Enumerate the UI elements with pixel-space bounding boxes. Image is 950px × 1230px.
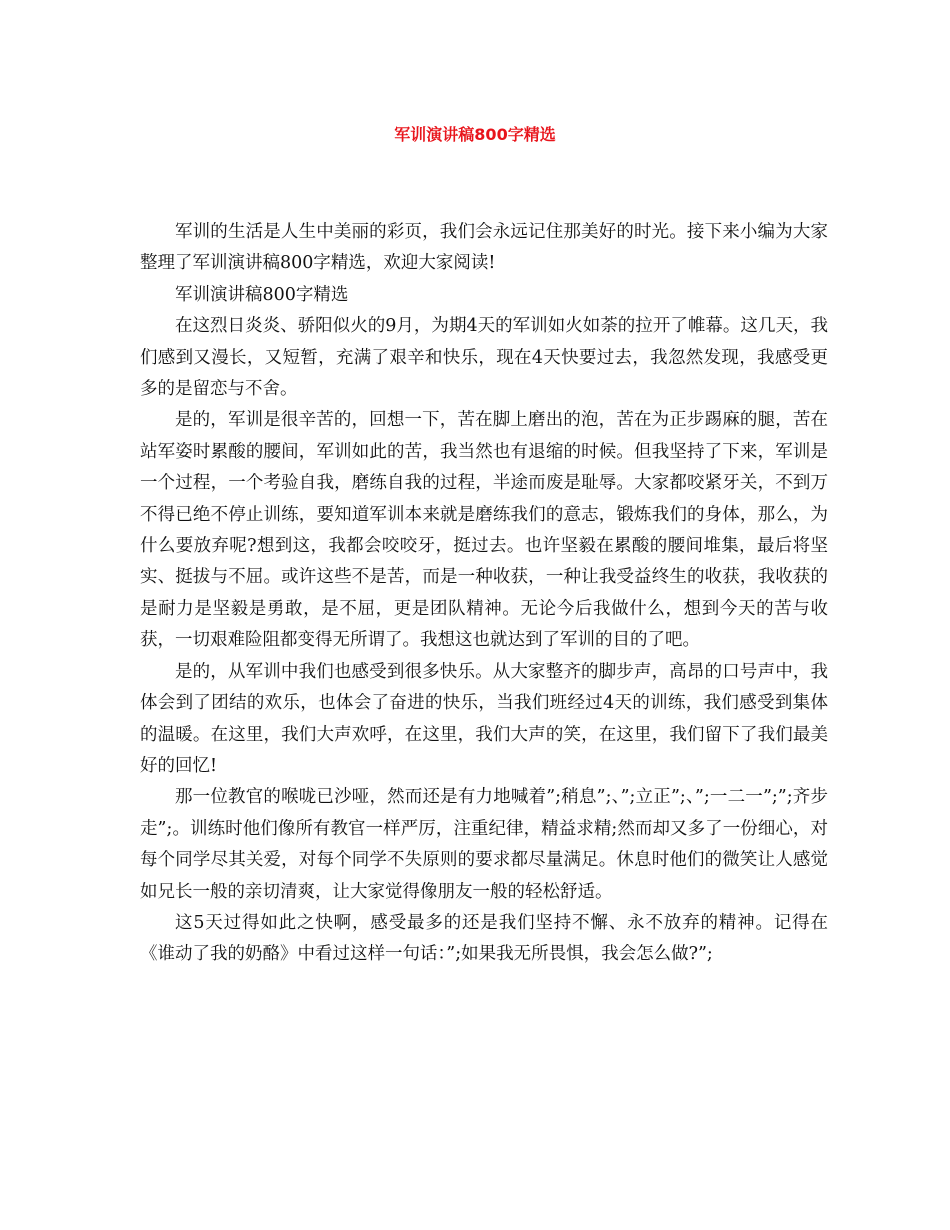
document-body [140, 217, 828, 971]
paragraph-five-days: 这5天过得如此之快啊，感受最多的还是我们坚持不懈、永不放弃的精神。记得在《谁动了我的奶酪》中看过这样一句话：”;如果我无所畏惧，我会怎么做?”; [140, 912, 828, 965]
paragraph-september: 在这烈日炎炎、骄阳似火的9月，为期4天的军训如火如荼的拉开了帷幕。这几天，我们感到又漫长，又短暂，充满了艰辛和快乐，现在4天快要过去，我忽然发现，我感受更多的是留恋与不舍。 [140, 316, 828, 400]
document-title: 军训演讲稿800字精选 [394, 125, 556, 144]
paragraph-intro: 军训的生活是人生中美丽的彩页，我们会永远记住那美好的时光。接下来小编为大家整理了军训演讲稿800字精选，欢迎大家阅读! [140, 222, 828, 274]
paragraph-subtitle: 军训演讲稿800字精选 [175, 284, 349, 305]
paragraph-instructor: 那一位教官的喉咙已沙哑，然而还是有力地喊着”;稍息”;、”;立正”;、”;一二一”;”;齐步走”;。训练时他们像所有教官一样严厉，注重纪律，精益求精;然而却又多了一份细心，对每个同学尽其关爱，对每个同学不失原则的要求都尽量满足。休息时他们的微笑让人感觉如兄长一般的亲切清爽，让大家觉得像朋友一般的轻松舒适。 [140, 787, 828, 902]
paragraph-happiness: 是的，从军训中我们也感受到很多快乐。从大家整齐的脚步声，高昂的口号声中，我体会到了团结的欢乐，也体会了奋进的快乐，当我们班经过4天的训练，我们感受到集体的温暖。在这里，我们大声欢呼，在这里，我们大声的笑，在这里，我们留下了我们最美好的回忆! [140, 661, 828, 776]
paragraph-hardship: 是的，军训是很辛苦的，回想一下，苦在脚上磨出的泡，苦在为正步踢麻的腿，苦在站军姿时累酸的腰间，军训如此的苦，我当然也有退缩的时候。但我坚持了下来，军训是一个过程，一个考验自我，磨练自我的过程，半途而废是耻辱。大家都咬紧牙关，不到万不得已绝不停止训练，要知道军训本来就是磨练我们的意志，锻炼我们的身体，那么，为什么要放弃呢?想到这，我都会咬咬牙，挺过去。也许坚毅在累酸的腰间堆集，最后将坚实、挺拔与不屈。或许这些不是苦，而是一种收获，一种让我受益终生的收获，我收获的是耐力是坚毅是勇敢，是不屈，更是团队精神。无论今后我做什么，想到今天的苦与收获，一切艰难险阻都变得无所谓了。我想这也就达到了军训的目的了吧。 [140, 410, 828, 651]
